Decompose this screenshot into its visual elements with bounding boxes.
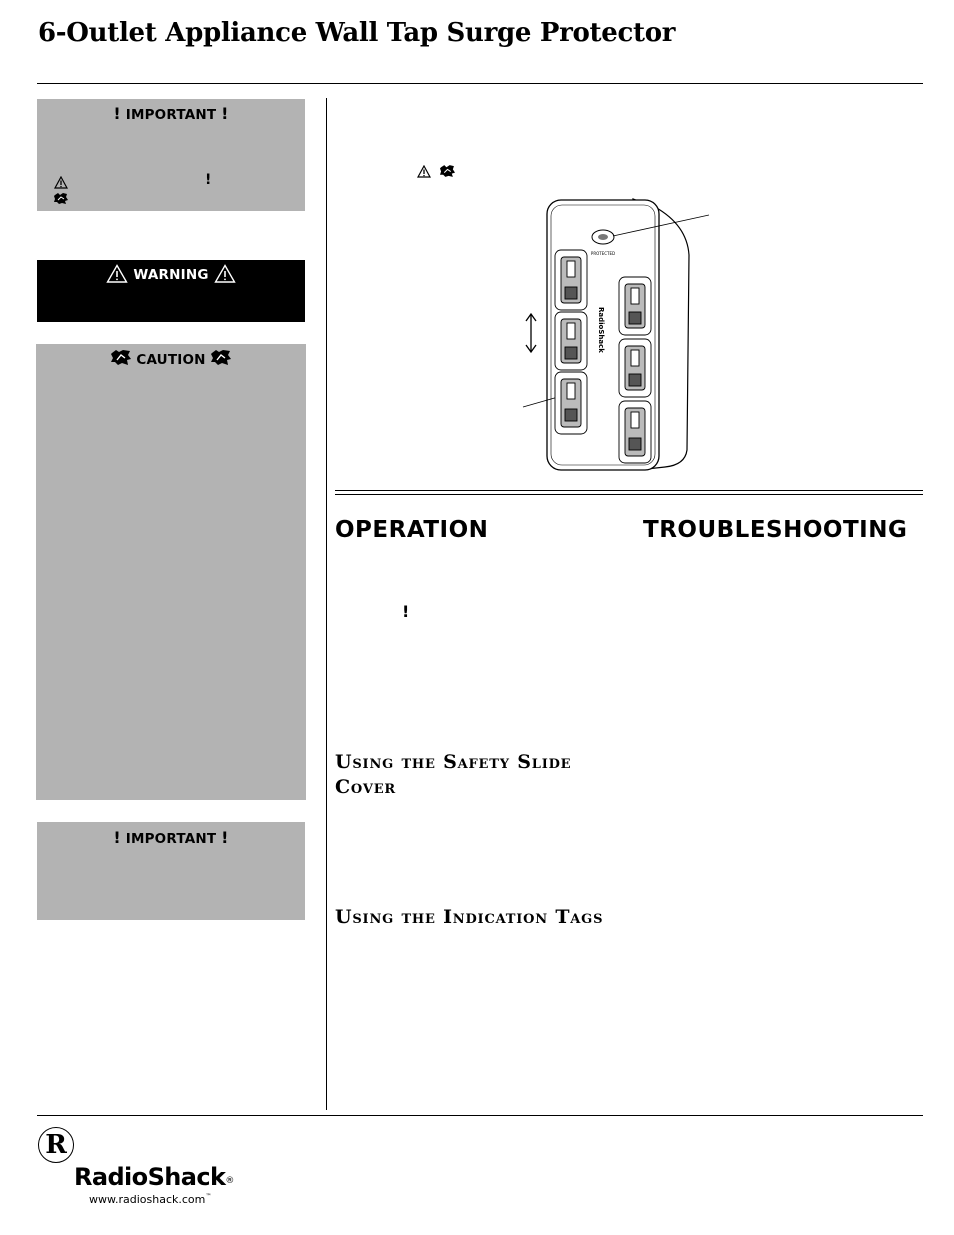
registered-mark: ® bbox=[225, 1176, 234, 1186]
surge-protector-illustration bbox=[515, 195, 715, 480]
outlet-left-2 bbox=[555, 312, 587, 370]
warning-label: WARNING bbox=[133, 267, 209, 283]
warning-triangle-icon bbox=[54, 176, 68, 189]
warning-heading bbox=[37, 264, 305, 283]
caution-label: CAUTION bbox=[136, 352, 206, 368]
radioshack-logo-mark: R bbox=[38, 1127, 74, 1163]
outlet-left-1 bbox=[555, 250, 587, 310]
exclamation-icon: ! bbox=[402, 602, 410, 621]
important-heading bbox=[37, 104, 305, 123]
section-rule-top bbox=[335, 490, 923, 491]
caution-burst-icon bbox=[54, 193, 68, 204]
header-rule bbox=[37, 83, 923, 84]
caution-burst-icon bbox=[211, 350, 231, 365]
footer-rule bbox=[37, 1115, 923, 1116]
radioshack-logo-text: RadioShack® bbox=[74, 1163, 234, 1191]
warning-box bbox=[37, 260, 305, 322]
exclamation-icon: ! bbox=[221, 104, 229, 123]
device-brand: RadioShack bbox=[597, 307, 605, 353]
caution-box bbox=[36, 344, 306, 800]
important-label: IMPORTANT bbox=[125, 831, 217, 847]
outlet-right-3 bbox=[619, 401, 651, 463]
footer-url: www.radioshack.com™ bbox=[89, 1193, 212, 1206]
trademark-mark: ™ bbox=[205, 1193, 212, 1200]
operation-heading: OPERATION bbox=[335, 517, 489, 543]
important-box-top bbox=[37, 99, 305, 211]
warning-triangle-icon bbox=[106, 264, 128, 283]
outlet-right-2 bbox=[619, 339, 651, 397]
exclamation-icon: ! bbox=[205, 172, 212, 188]
indication-tags-heading: Using the Indication Tags bbox=[335, 906, 604, 928]
important-label: IMPORTANT bbox=[125, 107, 217, 123]
important-box-bottom bbox=[37, 822, 305, 920]
warning-triangle-icon bbox=[214, 264, 236, 283]
safety-slide-heading: Using the Safety Slide Cover bbox=[335, 751, 572, 798]
exclamation-icon: ! bbox=[113, 104, 121, 123]
warning-triangle-icon bbox=[417, 165, 431, 178]
column-divider bbox=[326, 98, 327, 1110]
double-arrow-icon bbox=[523, 312, 539, 354]
caution-burst-icon bbox=[440, 165, 455, 177]
outlet-right-1 bbox=[619, 277, 651, 335]
exclamation-icon: ! bbox=[113, 828, 121, 847]
svg-text:PROTECTED: PROTECTED bbox=[590, 251, 616, 256]
section-rule-bottom bbox=[335, 494, 923, 495]
troubleshooting-heading: TROUBLESHOOTING bbox=[643, 517, 908, 543]
caution-burst-icon bbox=[111, 350, 131, 365]
outlet-left-3 bbox=[555, 372, 587, 434]
caution-heading bbox=[36, 350, 306, 368]
exclamation-icon: ! bbox=[221, 828, 229, 847]
important-heading bbox=[37, 828, 305, 847]
page-title: 6-Outlet Appliance Wall Tap Surge Protector bbox=[38, 18, 676, 48]
